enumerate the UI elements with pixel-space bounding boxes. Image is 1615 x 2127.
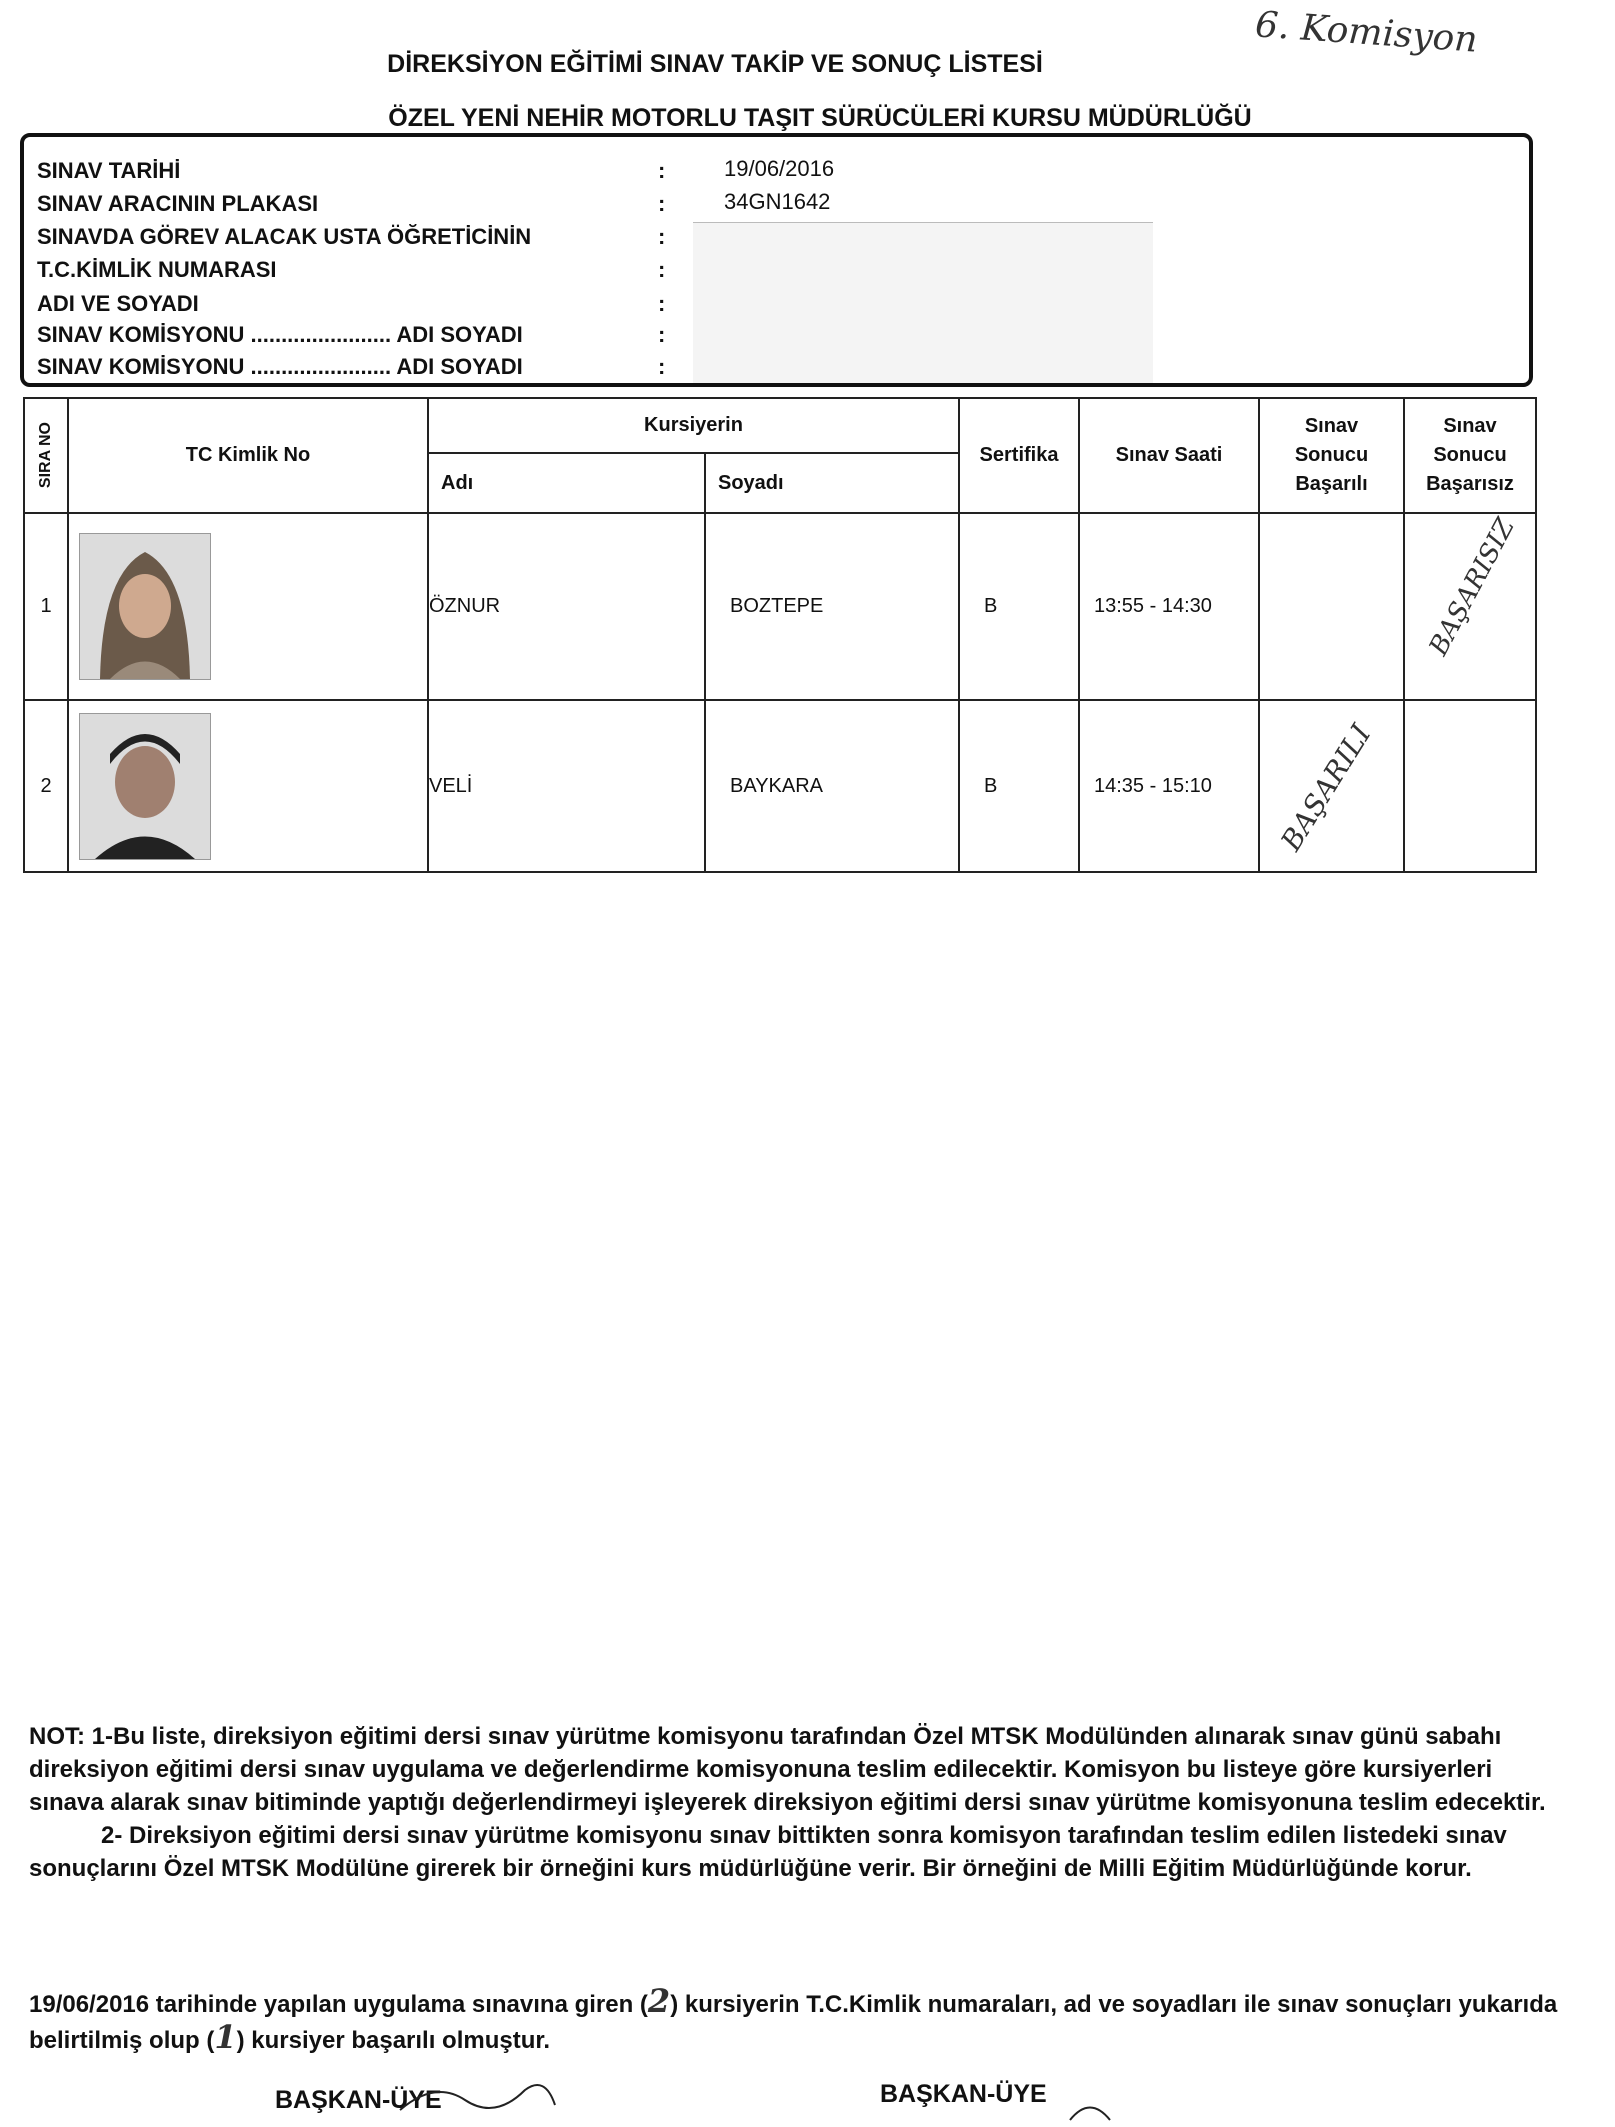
- info-colon: :: [658, 322, 666, 347]
- info-value-exam-date: 19/06/2016: [724, 156, 835, 181]
- institution-name: ÖZEL YENİ NEHİR MOTORLU TAŞIT SÜRÜCÜLERİ KURSU MÜDÜRLÜĞÜ: [388, 104, 1252, 132]
- student-name: VELİ: [428, 700, 705, 872]
- info-label-vehicle-plate: SINAV ARACININ PLAKASI: [37, 191, 319, 216]
- redacted-area: [693, 222, 1153, 383]
- result-failed-handwritten: BAŞARISIZ: [1423, 513, 1521, 661]
- signature-label-left: BAŞKAN-ÜYE: [275, 2086, 442, 2114]
- table-row: [24, 700, 1536, 872]
- header-tc-kimlik: TC Kimlik No: [68, 398, 428, 513]
- note-paragraph-2: 2- Direksiyon eğitimi dersi sınav yürütme komisyonu sınav bittikten sonra komisyon tarafından teslim edilen listedeki sınav sonuçlarını Özel MTSK Modülüne girerek bir örneğini kurs müdürlüğüne verir. Bir örneğini de Milli Eğitim Müdürlüğünde korur.: [29, 1822, 1507, 1882]
- signature-left: [395, 2070, 575, 2127]
- note-paragraph-1: NOT: 1-Bu liste, direksiyon eğitimi dersi sınav yürütme komisyonu tarafından Özel MTSK Modülünden alınarak sınav günü sabahı direksiyon eğitimi dersi sınav uygulama ve değerlendirme komisyonuna teslim edilecektir. Komisyon bu listeye göre kursiyerleri sınava alarak sınav bitiminde yaptığı değerlendirmeyi işleyerek direksiyon eğitimi dersi sınav yürütme komisyonuna teslim edecektir.: [29, 1723, 1546, 1816]
- header-sertifika: Sertifika: [959, 398, 1079, 513]
- summary-statement: 19/06/2016 tarihinde yapılan uygulama sınavına giren (2) kursiyerin T.C.Kimlik numaraları, ad ve soyadları ile sınav sonuçları yukarıda belirtilmiş olup (1) kursiyer başarılı olmuştur.: [29, 1982, 1558, 2056]
- student-name: ÖZNUR: [428, 513, 705, 700]
- info-value-vehicle-plate: 34GN1642: [724, 189, 831, 214]
- info-label-commission-1: SINAV KOMİSYONU ....................... ADI SOYADI: [37, 322, 523, 347]
- tc-photo-cell: [68, 700, 428, 872]
- header-result-passed: Sınav Sonucu Başarılı: [1259, 398, 1404, 513]
- row-number: 2: [24, 700, 68, 872]
- certificate-class: B: [959, 513, 1079, 700]
- info-colon: :: [658, 224, 666, 249]
- info-label-tc-number: T.C.KİMLİK NUMARASI: [37, 257, 277, 282]
- info-label-name-surname: ADI VE SOYADI: [37, 291, 199, 316]
- info-label-instructor: SINAVDA GÖREV ALACAK USTA ÖĞRETİCİNİN: [37, 224, 532, 249]
- info-colon: :: [658, 291, 666, 316]
- header-adi: Adı: [428, 453, 705, 513]
- exam-time: 13:55 - 14:30: [1079, 513, 1259, 700]
- result-passed-cell: [1259, 700, 1404, 872]
- header-result-failed: Sınav Sonucu Başarısız: [1404, 398, 1536, 513]
- student-photo: [79, 533, 211, 680]
- info-colon: :: [658, 354, 666, 379]
- handwritten-commission-note: 6. Komisyon: [1253, 4, 1479, 61]
- header-soyadi: Soyadı: [705, 453, 959, 513]
- exam-time: 14:35 - 15:10: [1079, 700, 1259, 872]
- student-photo: [79, 713, 211, 860]
- count-total-handwritten: 2: [647, 1982, 671, 2020]
- tc-photo-cell: [68, 513, 428, 700]
- signature-label-right: BAŞKAN-ÜYE: [880, 2080, 1047, 2108]
- row-number: 1: [24, 513, 68, 700]
- result-passed-handwritten: BAŞARILI: [1274, 718, 1378, 857]
- info-colon: :: [658, 191, 666, 216]
- info-label-commission-2: SINAV KOMİSYONU ....................... ADI SOYADI: [37, 354, 523, 379]
- info-colon: :: [658, 257, 666, 282]
- result-failed-cell: [1404, 513, 1536, 700]
- result-failed: [1404, 700, 1536, 872]
- header-kursiyerin: Kursiyerin: [428, 398, 959, 453]
- result-passed: [1259, 513, 1404, 700]
- certificate-class: B: [959, 700, 1079, 872]
- header-sinav-saati: Sınav Saati: [1079, 398, 1259, 513]
- count-passed-handwritten: 1: [214, 2018, 237, 2056]
- info-colon: :: [658, 158, 666, 183]
- header-sira-no: SIRA NO: [24, 398, 68, 513]
- signature-right: [1060, 2090, 1130, 2127]
- table-row: [24, 513, 1536, 700]
- note-section: [29, 1720, 1549, 1885]
- results-table: [23, 397, 1537, 873]
- info-label-exam-date: SINAV TARİHİ: [37, 158, 181, 183]
- student-surname: BOZTEPE: [705, 513, 959, 700]
- document-title: DİREKSİYON EĞİTİMİ SINAV TAKİP VE SONUÇ LİSTESİ: [387, 50, 1043, 78]
- student-surname: BAYKARA: [705, 700, 959, 872]
